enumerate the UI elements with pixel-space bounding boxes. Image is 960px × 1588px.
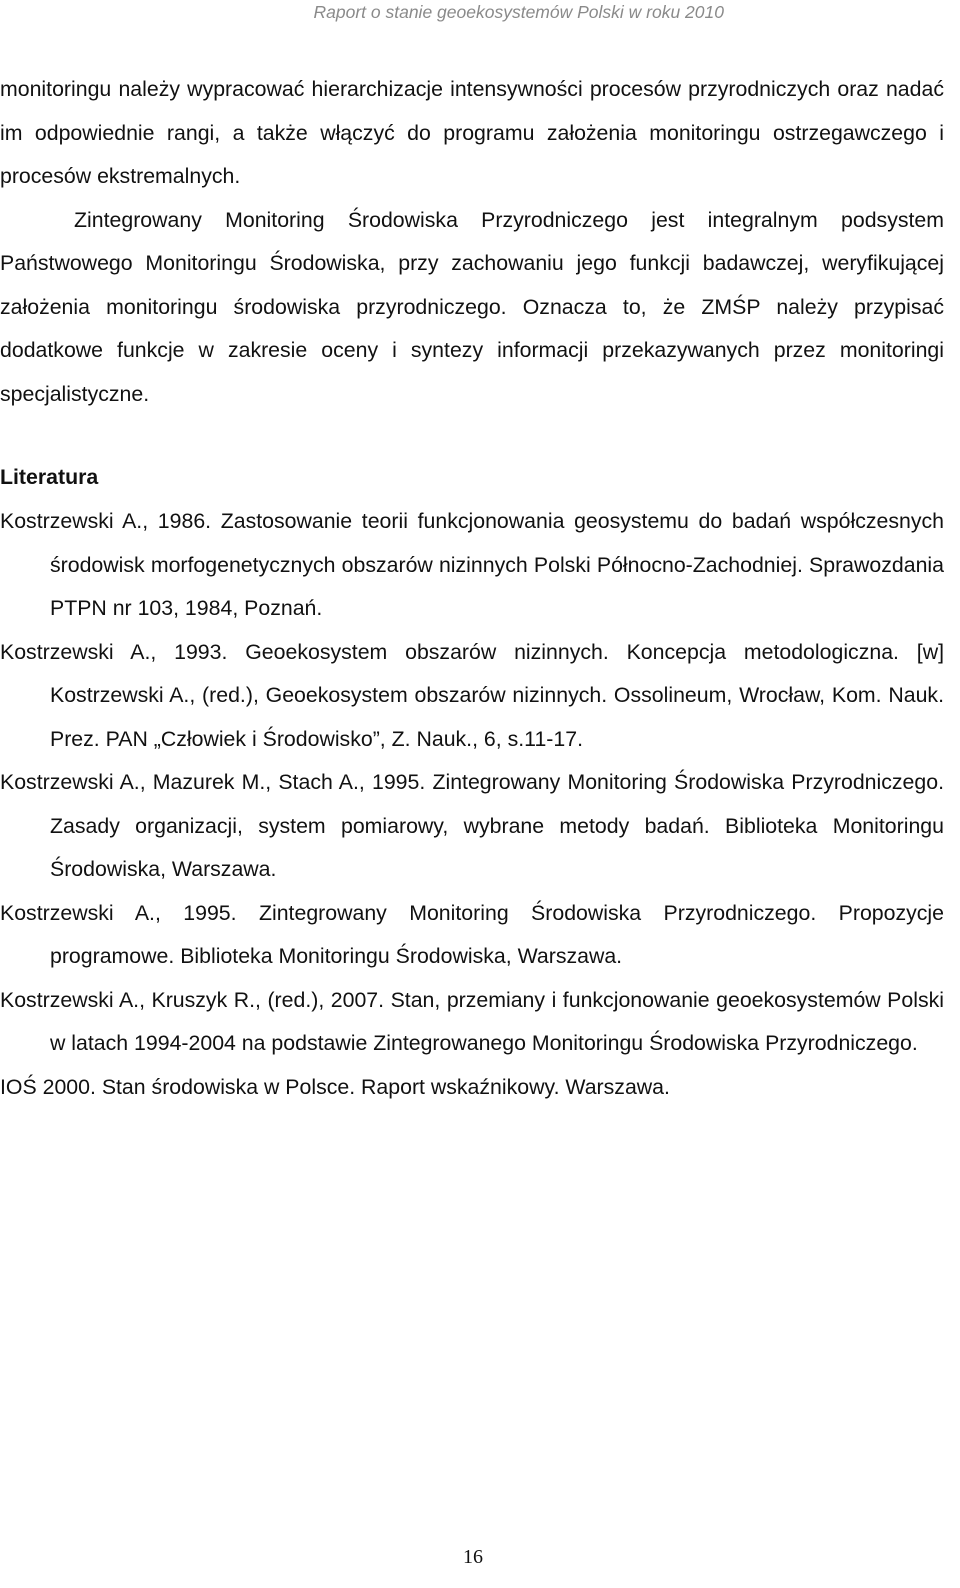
paragraph-continued: monitoringu należy wypracować hierarchizacje intensywności procesów przyrodniczych oraz nadać im odpowiednie rangi, a także włączyć do programu założenia monitoringu ostrzegawczego i procesów ekstremalnych.: [0, 77, 944, 188]
body-text: [0, 68, 944, 416]
bibliography-entry: Kostrzewski A., 1993. Geoekosystem obszarów nizinnych. Koncepcja metodologiczna. [w] Kostrzewski A., (red.), Geoekosystem obszarów nizinnych. Ossolineum, Wrocław, Kom. Nauk. Prez. PAN „Człowiek i Środowisko”, Z. Nauk., 6, s.11-17.: [0, 639, 944, 751]
page-number: 16: [463, 1546, 483, 1568]
bibliography-entry: Kostrzewski A., 1986. Zastosowanie teorii funkcjonowania geosystemu do badań współczesnych środowisk morfogenetycznych obszarów nizinnych Polski Północno-Zachodniej. Sprawozdania PTPN nr 103, 1984, Poznań.: [0, 509, 944, 620]
running-header: Raport o stanie geoekosystemów Polski w roku 2010: [313, 2, 724, 22]
literature-heading: Literatura: [0, 465, 99, 489]
bibliography-entry: Kostrzewski A., Mazurek M., Stach A., 1995. Zintegrowany Monitoring Środowiska Przyrodniczego. Zasady organizacji, system pomiarowy, wybrane metody badań. Biblioteka Monitoringu Środowiska, Warszawa.: [0, 770, 944, 881]
bibliography-entry: IOŚ 2000. Stan środowiska w Polsce. Raport wskaźnikowy. Warszawa.: [0, 1074, 670, 1099]
bibliography-list: [0, 500, 944, 1109]
bibliography-entry: Kostrzewski A., 1995. Zintegrowany Monitoring Środowiska Przyrodniczego. Propozycje programowe. Biblioteka Monitoringu Środowiska, Warszawa.: [0, 900, 944, 968]
paragraph-zmsp: Zintegrowany Monitoring Środowiska Przyrodniczego jest integralnym podsystem Państwowego Monitoringu Środowiska, przy zachowaniu jego funkcji badawczej, weryfikującej założenia monitoringu środowiska przyrodniczego. Oznacza to, że ZMŚP należy przypisać dodatkowe funkcje w zakresie oceny i syntezy informacji przekazywanych przez monitoringi specjalistyczne.: [0, 207, 944, 406]
bibliography-entry: Kostrzewski A., Kruszyk R., (red.), 2007. Stan, przemiany i funkcjonowanie geoekosystemów Polski w latach 1994-2004 na podstawie Zintegrowanego Monitoringu Środowiska Przyrodniczego.: [0, 987, 944, 1055]
